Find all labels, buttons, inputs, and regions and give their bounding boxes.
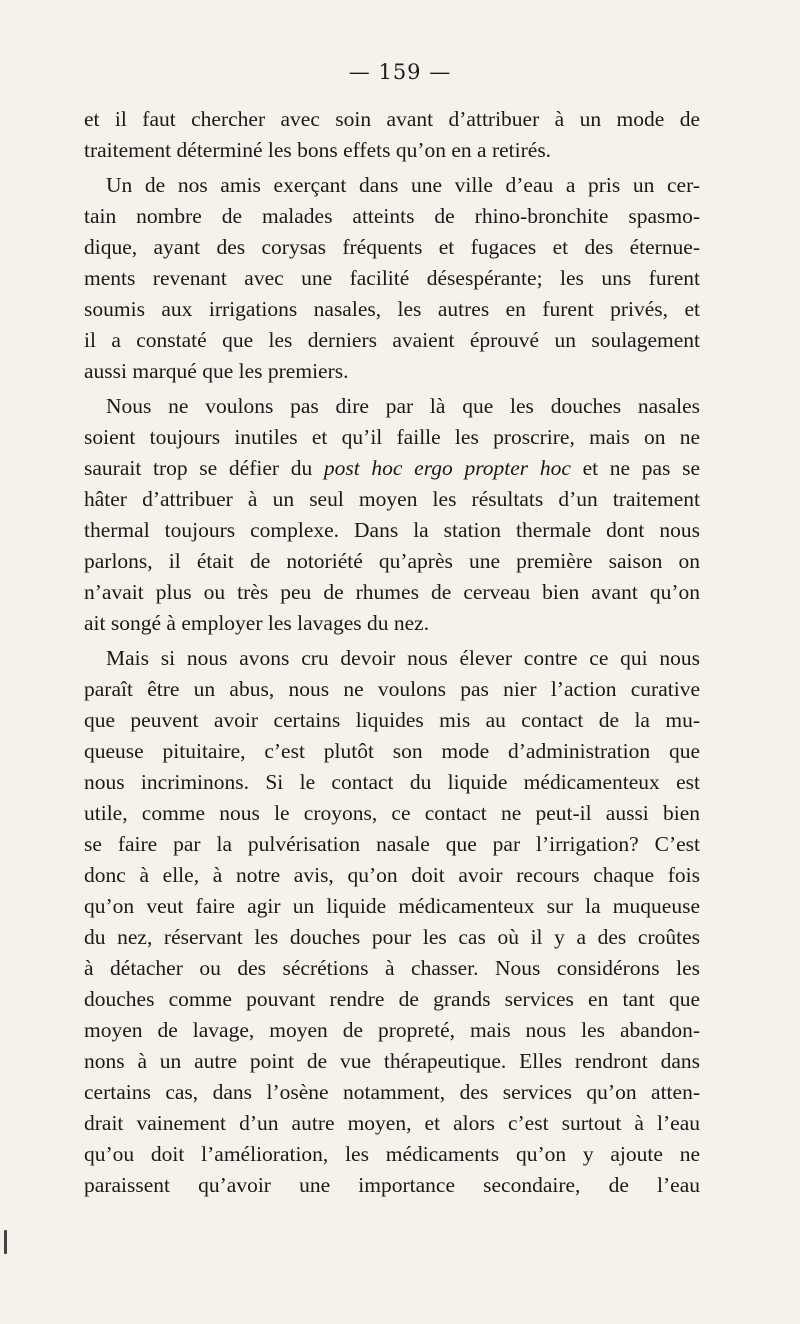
text-line: queuse pituitaire, c’est plutôt son mode d’administration que xyxy=(84,739,700,763)
text-line: certains cas, dans l’osène notamment, des services qu’on atten- xyxy=(84,1080,700,1104)
text-line: Mais si nous avons cru devoir nous élever contre ce qui nous xyxy=(106,646,700,670)
text-line: qu’on veut faire agir un liquide médicamenteux sur la muqueuse xyxy=(84,894,700,918)
text-line: donc à elle, à notre avis, qu’on doit avoir recours chaque fois xyxy=(84,863,700,887)
page-number: — 159 — xyxy=(348,60,452,84)
text-line: traitement déterminé les bons effets qu’on en a retirés. xyxy=(84,138,552,162)
text-line: paraît être un abus, nous ne voulons pas nier l’action curative xyxy=(84,677,700,701)
text-line: parlons, il était de notoriété qu’après une première saison on xyxy=(84,549,700,573)
text-line: et il faut chercher avec soin avant d’attribuer à un mode de xyxy=(84,107,700,131)
text-line: utile, comme nous le croyons, ce contact ne peut-il aussi bien xyxy=(84,801,700,825)
text-line: hâter d’attribuer à un seul moyen les résultats d’un traitement xyxy=(84,487,700,511)
text-line: tain nombre de malades atteints de rhino-bronchite spasmo- xyxy=(84,204,700,228)
text-line: du nez, réservant les douches pour les cas où il y a des croûtes xyxy=(84,925,700,949)
text-line: se faire par la pulvérisation nasale que par l’irrigation? C’est xyxy=(84,832,700,856)
text-line: dique, ayant des corysas fréquents et fugaces et des éternue- xyxy=(84,235,700,259)
text-line: soient toujours inutiles et qu’il faille les proscrire, mais on ne xyxy=(84,425,700,449)
text-segment: saurait trop se défier du xyxy=(84,456,324,480)
text-line: à détacher ou des sécrétions à chasser. Nous considérons les xyxy=(84,956,700,980)
body-text xyxy=(84,104,700,1201)
text-line: qu’ou doit l’amélioration, les médicaments qu’on y ajoute ne xyxy=(84,1142,700,1166)
text-line: Nous ne voulons pas dire par là que les douches nasales xyxy=(106,394,700,418)
text-line: aussi marqué que les premiers. xyxy=(84,359,349,383)
text-line: n’avait plus ou très peu de rhumes de cerveau bien avant qu’on xyxy=(84,580,700,604)
text-line: thermal toujours complexe. Dans la station thermale dont nous xyxy=(84,518,700,542)
scan-edge-mark xyxy=(4,1230,7,1254)
text-line: que peuvent avoir certains liquides mis au contact de la mu- xyxy=(84,708,700,732)
text-line xyxy=(84,453,700,484)
text-line: nons à un autre point de vue thérapeutique. Elles rendront dans xyxy=(84,1049,700,1073)
text-line: Un de nos amis exerçant dans une ville d’eau a pris un cer- xyxy=(106,173,700,197)
text-segment: et ne pas se xyxy=(570,456,700,480)
text-line: ments revenant avec une facilité désespérante; les uns furent xyxy=(84,266,700,290)
text-line: ait songé à employer les lavages du nez. xyxy=(84,611,430,635)
text-line: moyen de lavage, moyen de propreté, mais nous les abandon- xyxy=(84,1018,700,1042)
text-line: drait vainement d’un autre moyen, et alors c’est surtout à l’eau xyxy=(84,1111,700,1135)
text-line: nous incriminons. Si le contact du liquide médicamenteux est xyxy=(84,770,700,794)
text-line: paraissent qu’avoir une importance secondaire, de l’eau xyxy=(84,1173,700,1197)
text-line: il a constaté que les derniers avaient éprouvé un soulagement xyxy=(84,328,700,352)
latin-phrase: post hoc ergo propter hoc xyxy=(323,456,571,480)
text-line: douches comme pouvant rendre de grands services en tant que xyxy=(84,987,700,1011)
text-line: soumis aux irrigations nasales, les autres en furent privés, et xyxy=(84,297,700,321)
